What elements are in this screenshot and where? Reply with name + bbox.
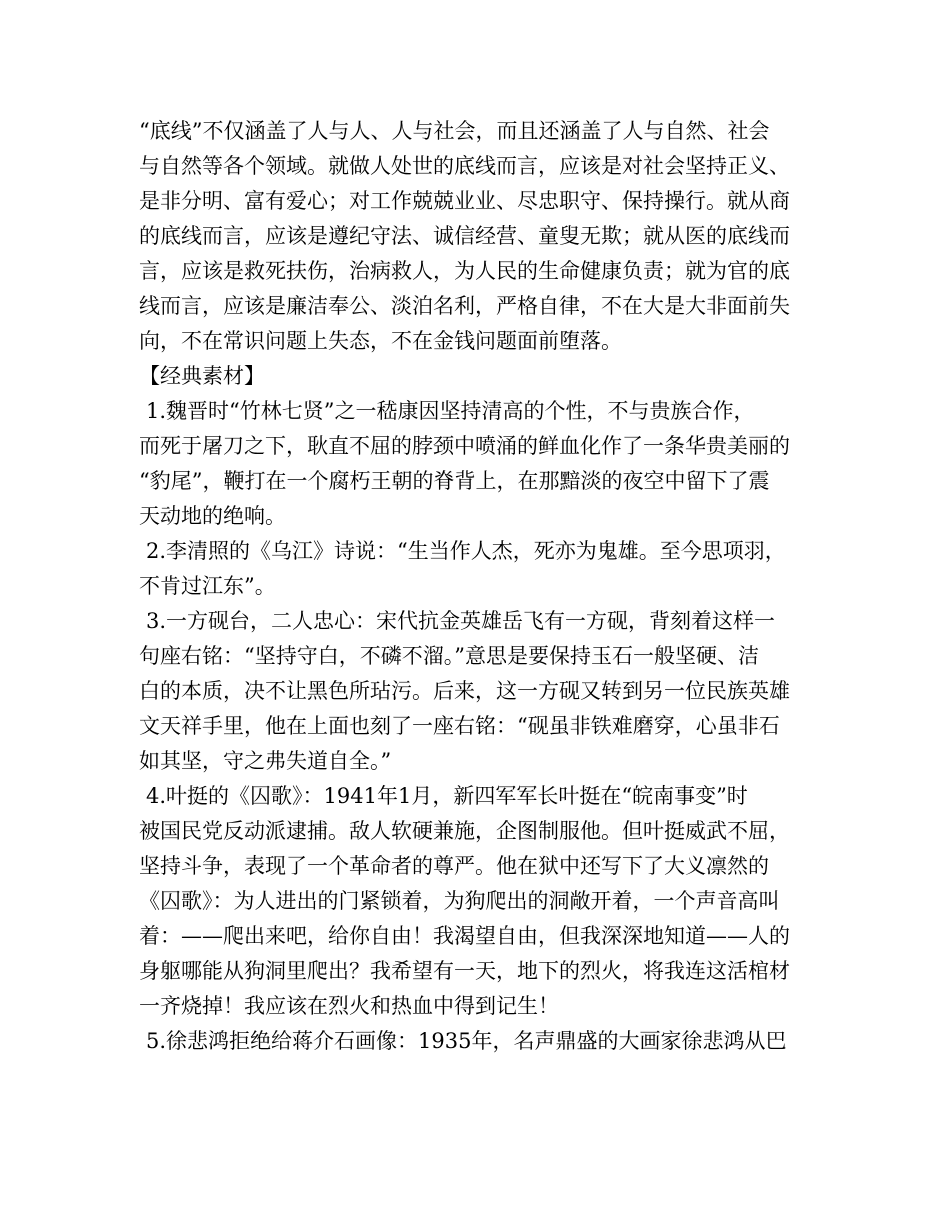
- list-item-start: 3.一方砚台，二人忠心：宋代抗金英雄岳飞有一方砚，背刻着这样一: [146, 609, 776, 633]
- text-line: 白的本质，决不让黑色所玷污。后来，这一方砚又转到另一位民族英雄: [139, 679, 790, 703]
- text-line: 坚持斗争，表现了一个革命者的尊严。他在狱中还写下了大义凛然的: [139, 854, 769, 878]
- text-line: 是非分明、富有爱心；对工作兢兢业业、尽忠职守、保持操行。就从商: [139, 189, 790, 213]
- text-line: 被国民党反动派逮捕。敌人软硬兼施，企图制服他。但叶挺威武不屈，: [139, 819, 790, 843]
- list-item-start: 5.徐悲鸿拒绝给蒋介石画像：1935年，名声鼎盛的大画家徐悲鸿从巴: [146, 1029, 787, 1053]
- text-line: “豹尾”，鞭打在一个腐朽王朝的脊背上，在那黯淡的夜空中留下了震: [139, 469, 770, 493]
- text-line: 而死于屠刀之下，耿直不屈的脖颈中喷涌的鲜血化作了一条华贵美丽的: [139, 434, 790, 458]
- text-line: 文天祥手里，他在上面也刻了一座右铭：“砚虽非铁难磨穿，心虽非石: [139, 714, 780, 738]
- text-line: 句座右铭：“坚持守白，不磷不溜。”意思是要保持玉石一般坚硬、洁: [139, 644, 759, 668]
- text-line: 向，不在常识问题上失态，不在金钱问题面前堕落。: [139, 329, 622, 353]
- text-line: 线而言，应该是廉洁奉公、淡泊名利，严格自律，不在大是大非面前失: [139, 294, 790, 318]
- text-line: 言，应该是救死扶伤，治病救人，为人民的生命健康负责；就为官的底: [139, 259, 790, 283]
- section-heading: 【经典素材】: [139, 364, 265, 388]
- text-line: 天动地的绝响。: [139, 504, 286, 528]
- list-item-start: 2.李清照的《乌江》诗说：“生当作人杰，死亦为鬼雄。至今思项羽，: [146, 539, 786, 563]
- list-item-start: 1.魏晋时“竹林七贤”之一嵇康因坚持清高的个性，不与贵族合作，: [146, 399, 755, 423]
- text-line: 的底线而言，应该是遵纪守法、诚信经营、童叟无欺；就从医的底线而: [139, 224, 790, 248]
- text-line: 如其坚，守之弗失道自全。”: [139, 749, 392, 773]
- list-item-start: 4.叶挺的《囚歌》：1941年1月，新四军军长叶挺在“皖南事变”时: [146, 784, 748, 808]
- text-line: 着：——爬出来吧，给你自由！我渴望自由，但我深深地知道——人的: [139, 924, 790, 948]
- text-line: 身躯哪能从狗洞里爬出？我希望有一天，地下的烈火，将我连这活棺材: [139, 959, 790, 983]
- text-line: 与自然等各个领域。就做人处世的底线而言，应该是对社会坚持正义、: [139, 154, 790, 178]
- text-line: 一齐烧掉！我应该在烈火和热血中得到记生！: [139, 994, 559, 1018]
- text-line: “底线”不仅涵盖了人与人、人与社会，而且还涵盖了人与自然、社会: [139, 119, 770, 143]
- text-line: 不肯过江东”。: [139, 574, 276, 598]
- text-line: 《囚歌》：为人进出的门紧锁着，为狗爬出的洞敞开着，一个声音高叫: [139, 889, 780, 913]
